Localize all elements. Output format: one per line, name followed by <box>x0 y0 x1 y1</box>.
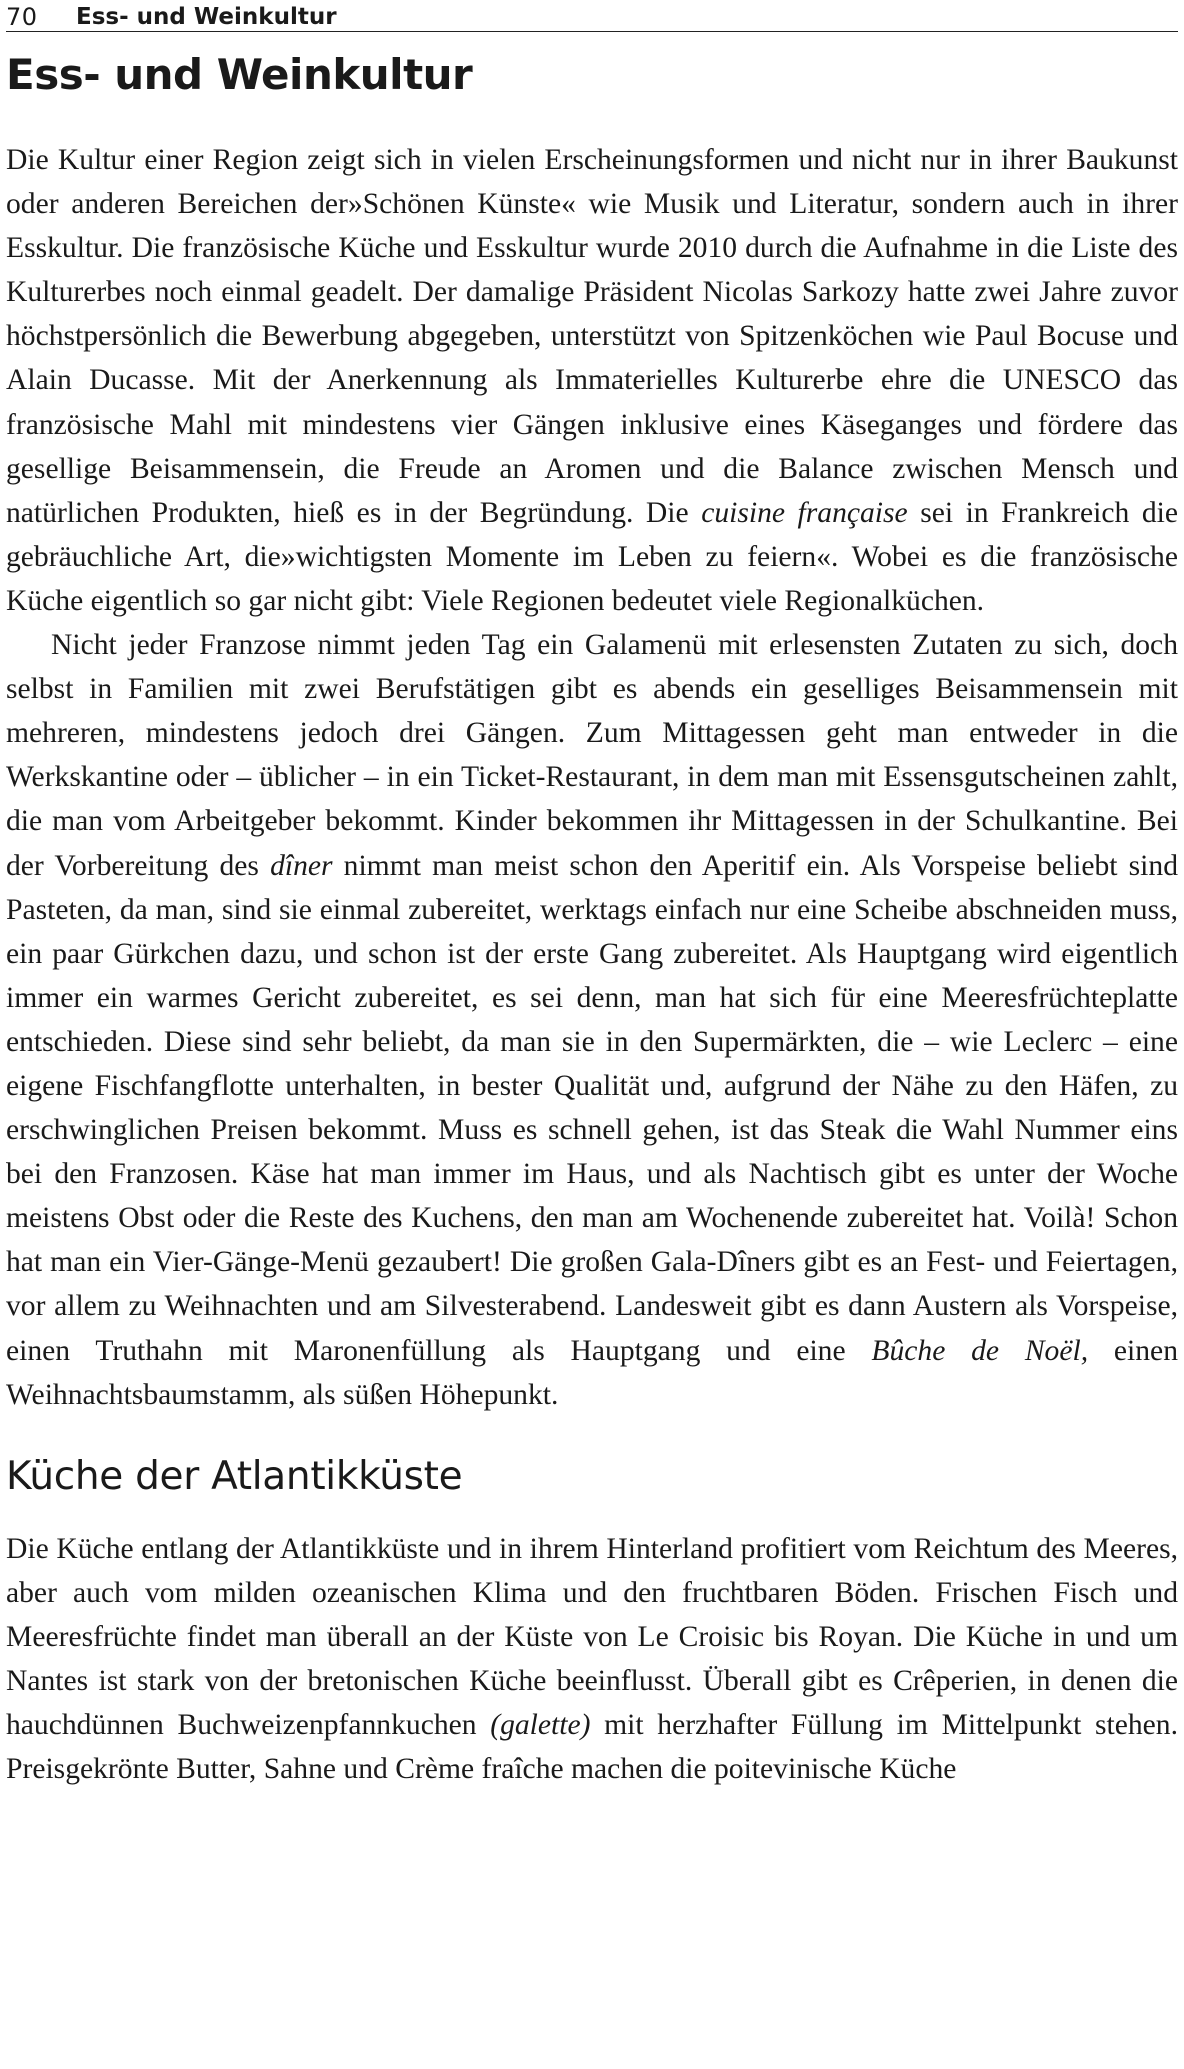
italic-term: cuisine française <box>701 496 908 529</box>
page-number: 70 <box>6 3 38 31</box>
chapter-paragraph-2 <box>6 623 1178 1417</box>
chapter-paragraph-1 <box>6 138 1178 623</box>
text-run: mit herzhafter Füllung im Mittelpunkt stehen. Preisgekrönte Butter, Sahne und Crème fraîche machen die poitevinische Küche <box>6 1709 1178 1786</box>
text-run: einen Weihnachtsbaumstamm, als süßen Höhepunkt. <box>6 1334 1178 1411</box>
section-paragraph-1 <box>6 1527 1178 1792</box>
running-title: Ess- und Weinkultur <box>76 4 337 30</box>
book-page <box>6 0 1178 1791</box>
chapter-title: Ess- und Weinkultur <box>6 50 473 99</box>
section-title: Küche der Atlantikküste <box>6 1453 463 1499</box>
text-run: nimmt man meist schon den Aperitif ein. Als Vorspeise beliebt sind Pasteten, da man, sind sie einmal zubereitet, werktags einfach nur eine Scheibe abschneiden muss, ein paar Gürkchen dazu, und schon ist der erste Gang zubereitet. Als Hauptgang wird eigentlich immer ein warmes Gericht zubereitet, es sei denn, man hat sich für eine Meeresfrüchteplatte entschieden. Diese sind sehr beliebt, da man sie in den Supermärkten, die – wie Leclerc – eine eigene Fischfangflotte unterhalten, in bester Qualität und, aufgrund der Nähe zu den Häfen, zu erschwinglichen Preisen bekommt. Muss es schnell gehen, ist das Steak die Wahl Nummer eins bei den Franzosen. Käse hat man immer im Haus, und als Nachtisch gibt es unter der Woche meistens Obst oder die Reste des Kuchens, den man am Wochenende zubereitet hat. Voilà! Schon hat man ein Vier-Gänge-Menü gezaubert! Die großen Gala-Dîners gibt es an Fest- und Feiertagen, vor allem zu Weihnachten und am Silvesterabend. Landesweit gibt es dann Austern als Vorspeise, einen Truthahn mit Maronenfüllung als Hauptgang und eine <box>6 849 1178 1367</box>
running-header <box>6 0 1178 32</box>
text-run: Die Küche entlang der Atlantikküste und in ihrem Hinterland profitiert vom Reichtum des Meeres, aber auch vom milden ozeanischen Klima und den fruchtbaren Böden. Frischen Fisch und Meeresfrüchte findet man überall an der Küste von Le Croisic bis Royan. Die Küche in und um Nantes ist stark von der bretonischen Küche beeinflusst. Überall gibt es Crêperien, in denen die hauchdünnen Buchweizenpfannkuchen <box>6 1532 1178 1742</box>
italic-term: Bûche de Noël, <box>871 1334 1089 1367</box>
text-run: Die Kultur einer Region zeigt sich in vielen Erscheinungsformen und nicht nur in ihrer Baukunst oder anderen Bereichen der»Schönen Künste« wie Musik und Literatur, sondern auch in ihrer Esskultur. Die französische Küche und Esskultur wurde 2010 durch die Aufnahme in die Liste des Kulturerbes noch einmal geadelt. Der damalige Präsident Nicolas Sarkozy hatte zwei Jahre zuvor höchstpersönlich die Bewerbung abgegeben, unterstützt von Spitzenköchen wie Paul Bocuse und Alain Ducasse. Mit der Anerkennung als Immaterielles Kulturerbe ehre die UNESCO das französische Mahl mit mindestens vier Gängen inklusive eines Käseganges und fördere das gesellige Beisammensein, die Freude an Aromen und die Balance zwischen Mensch und natürlichen Produkten, hieß es in der Begründung. Die <box>6 144 1178 529</box>
italic-term: dîner <box>270 849 333 882</box>
text-run: Nicht jeder Franzose nimmt jeden Tag ein Galamenü mit erlesensten Zutaten zu sich, doch selbst in Familien mit zwei Berufstätigen gibt es abends ein geselliges Beisammensein mit mehreren, mindestens jedoch drei Gängen. Zum Mittagessen geht man entweder in die Werkskantine oder – üblicher – in ein Ticket-Restaurant, in dem man mit Essensgutscheinen zahlt, die man vom Arbeitgeber bekommt. Kinder bekommen ihr Mittagessen in der Schulkantine. Bei der Vorbereitung des <box>6 629 1178 882</box>
text-run: sei in Frankreich die gebräuchliche Art, die»wichtigsten Momente im Leben zu feiern«. Wobei es die französische Küche eigentlich so gar nicht gibt: Viele Regionen bedeutet viele Regionalküchen. <box>6 496 1178 617</box>
italic-term: (galette) <box>490 1709 591 1742</box>
